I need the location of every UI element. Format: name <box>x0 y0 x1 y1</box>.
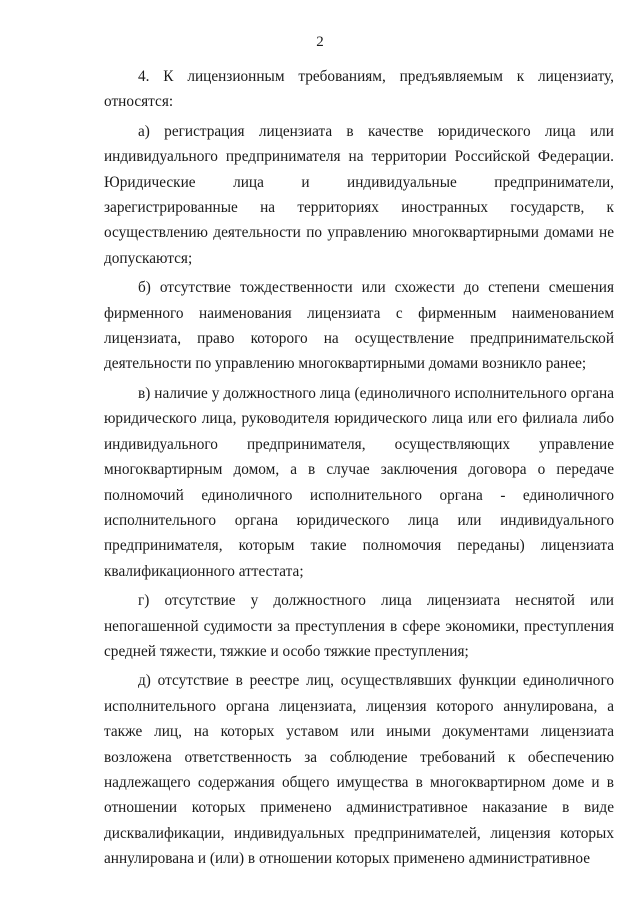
paragraph-subitem-d: д) отсутствие в реестре лиц, осуществлявших функции единоличного исполнительного органа лицензиата, лицензия которого аннулирована, а также лиц, на которых уставом или иными документами лицензиата возложена ответственность за соблюдение требований к обеспечению надлежащего содержания общего имущества в многоквартирном доме и в отношении которых применено административное наказание в виде дисквалификации, индивидуальных предпринимателей, лицензия которых аннулирована и (или) в отношении которых применено административное <box>104 672 614 868</box>
document-body <box>104 64 614 876</box>
page-number: 2 <box>316 34 324 50</box>
paragraph-subitem-a: а) регистрация лицензиата в качестве юридического лица или индивидуального предпринимателя на территории Российской Федерации. Юридические лица и индивидуальные предприниматели, зарегистрированные на территориях иностранных государств, к осуществлению деятельности по управлению многоквартирными домами не допускаются; <box>104 122 614 267</box>
paragraph-subitem-g: г) отсутствие у должностного лица лицензиата неснятой или непогашенной судимости за преступления в сфере экономики, преступления средней тяжести, тяжкие и особо тяжкие преступления; <box>104 592 614 660</box>
paragraph-item-4: 4. К лицензионным требованиям, предъявляемым к лицензиату, относятся: <box>104 68 614 111</box>
paragraph-subitem-b: б) отсутствие тождественности или схожести до степени смешения фирменного наименования лицензиата с фирменным наименованием лицензиата, право которого на осуществление предпринимательской деятельности по управлению многоквартирными домами возникло ранее; <box>104 279 614 373</box>
paragraph-subitem-v: в) наличие у должностного лица (единоличного исполнительного органа юридического лица, руководителя юридического лица или его филиала либо индивидуального предпринимателя, осуществляющих управление многоквартирным домом, а в случае заключения договора о передаче полномочий единоличного исполнительного органа - единоличного исполнительного органа юридического лица или индивидуального предпринимателя, которым такие полномочия переданы) лицензиата квалификационного аттестата; <box>104 384 614 580</box>
